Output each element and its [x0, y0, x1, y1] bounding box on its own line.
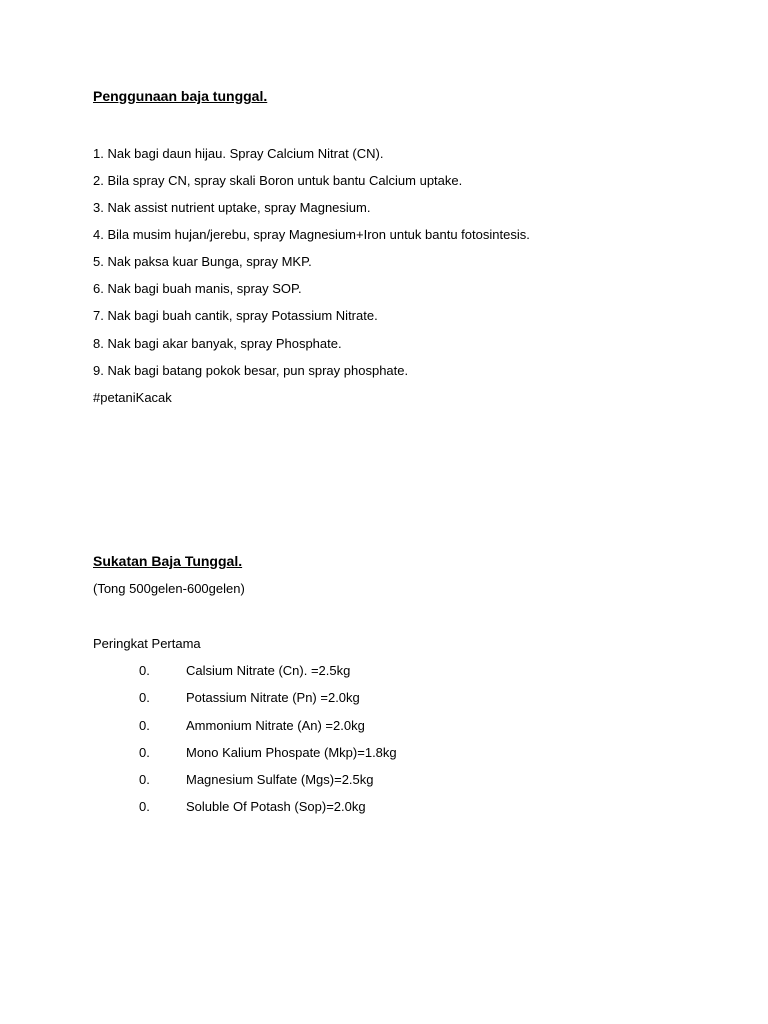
list-number: 0. — [139, 799, 150, 814]
usage-item: 3. Nak assist nutrient uptake, spray Magnesium. — [93, 200, 371, 215]
usage-item: 2. Bila spray CN, spray skali Boron untuk bantu Calcium uptake. — [93, 173, 463, 188]
usage-item: 7. Nak bagi buah cantik, spray Potassium Nitrate. — [93, 308, 378, 323]
section-heading-penggunaan: Penggunaan baja tunggal. — [93, 88, 268, 104]
dosage-text: Ammonium Nitrate (An) =2.0kg — [186, 718, 365, 733]
dosage-text: Potassium Nitrate (Pn) =2.0kg — [186, 690, 360, 705]
list-number: 0. — [139, 772, 150, 787]
hashtag: #petaniKacak — [93, 390, 172, 405]
usage-item: 9. Nak bagi batang pokok besar, pun spray phosphate. — [93, 363, 409, 378]
dosage-list-item — [0, 663, 768, 679]
list-number: 0. — [139, 663, 150, 678]
list-number: 0. — [139, 690, 150, 705]
usage-item: 6. Nak bagi buah manis, spray SOP. — [93, 281, 302, 296]
section-subtitle: (Tong 500gelen-600gelen) — [93, 581, 245, 596]
stage-label: Peringkat Pertama — [93, 636, 201, 651]
dosage-text: Magnesium Sulfate (Mgs)=2.5kg — [186, 772, 374, 787]
dosage-list-item — [0, 745, 768, 761]
usage-item: 5. Nak paksa kuar Bunga, spray MKP. — [93, 254, 312, 269]
dosage-list-item — [0, 772, 768, 788]
dosage-list-item — [0, 718, 768, 734]
list-number: 0. — [139, 718, 150, 733]
list-number: 0. — [139, 745, 150, 760]
section-heading-sukatan: Sukatan Baja Tunggal. — [93, 553, 243, 569]
usage-item: 1. Nak bagi daun hijau. Spray Calcium Nitrat (CN). — [93, 146, 384, 161]
dosage-list-item — [0, 799, 768, 815]
usage-item: 8. Nak bagi akar banyak, spray Phosphate. — [93, 336, 342, 351]
dosage-text: Mono Kalium Phospate (Mkp)=1.8kg — [186, 745, 397, 760]
usage-item: 4. Bila musim hujan/jerebu, spray Magnesium+Iron untuk bantu fotosintesis. — [93, 227, 530, 242]
dosage-list-item — [0, 690, 768, 706]
dosage-text: Calsium Nitrate (Cn). =2.5kg — [186, 663, 351, 678]
dosage-text: Soluble Of Potash (Sop)=2.0kg — [186, 799, 366, 814]
